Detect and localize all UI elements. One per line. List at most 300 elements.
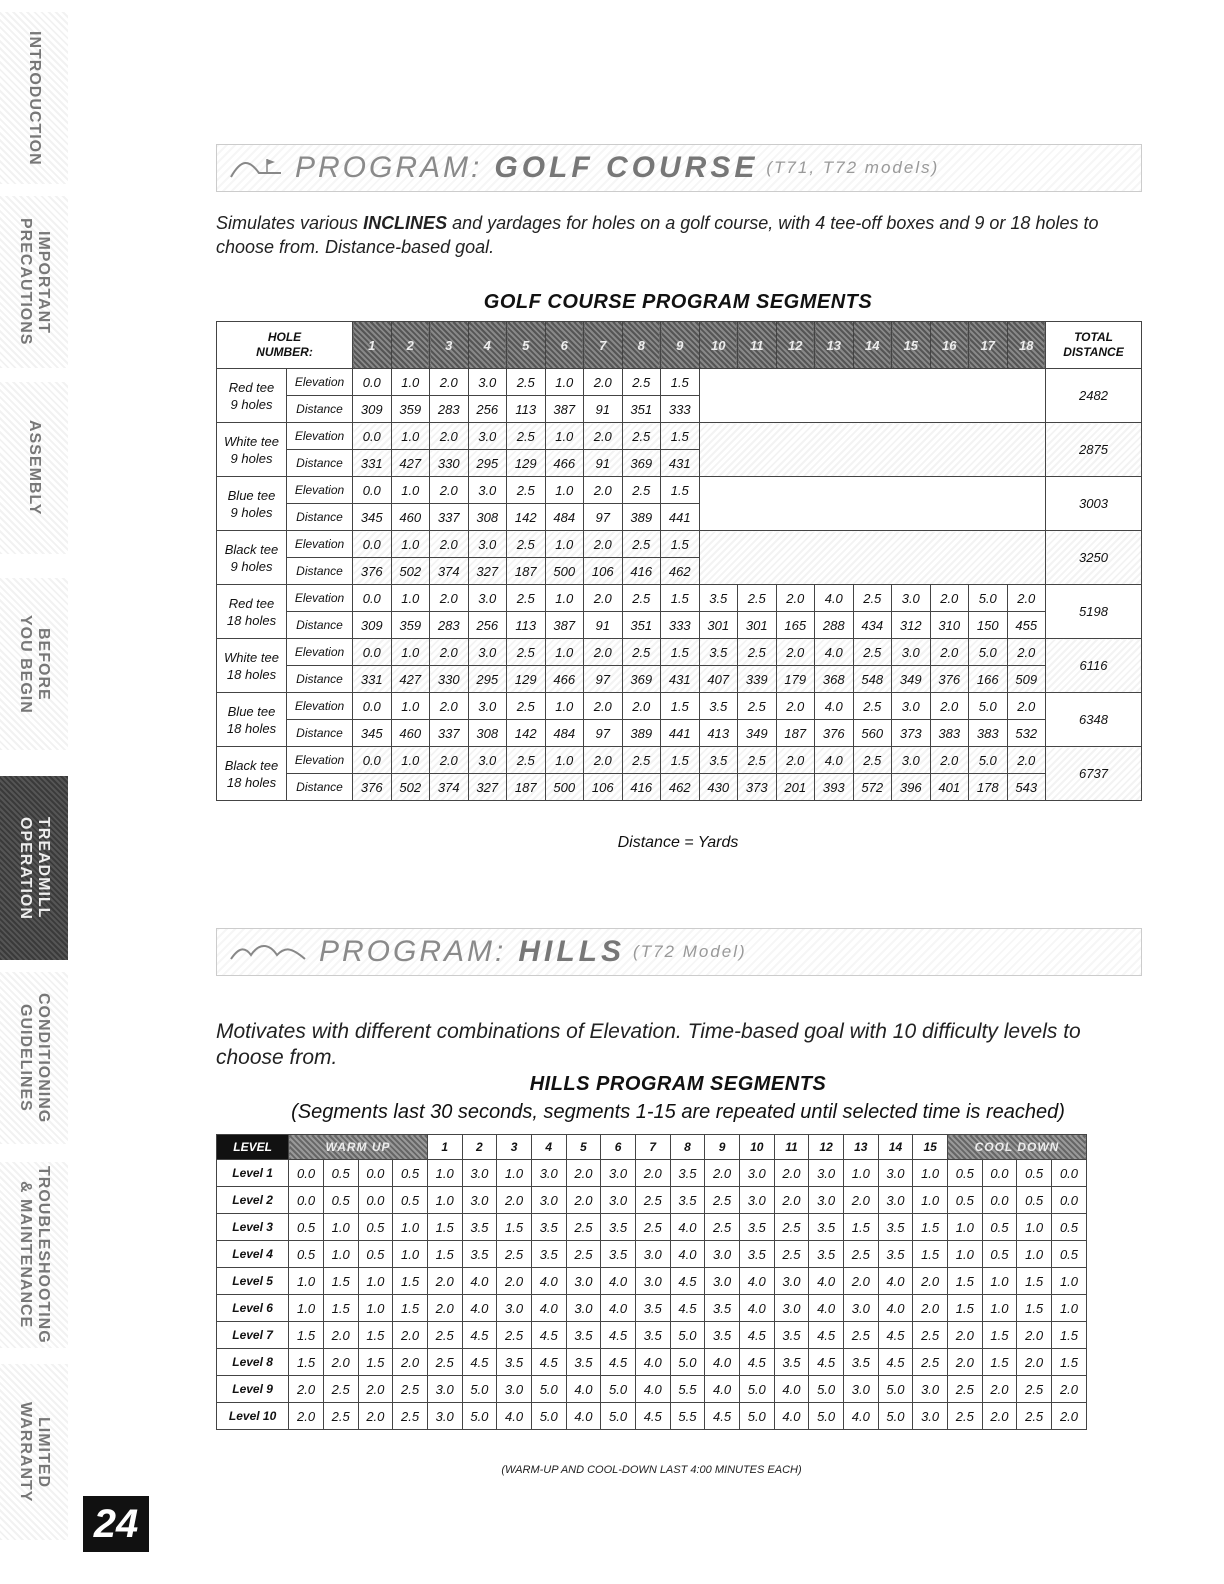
hole-number: 7 bbox=[584, 322, 623, 369]
golf-distance-row bbox=[217, 612, 1142, 639]
golf-elevation-value: 1.5 bbox=[661, 639, 700, 666]
golf-elevation-row bbox=[217, 747, 1142, 774]
golf-distance-value: 345 bbox=[353, 720, 392, 747]
golf-elevation-row bbox=[217, 369, 1142, 396]
golf-elevation-value: 2.0 bbox=[584, 369, 623, 396]
elevation-label: Elevation bbox=[287, 477, 353, 504]
golf-intro-bold: INCLINES bbox=[363, 213, 448, 233]
elevation-value: 0.5 bbox=[1051, 1241, 1086, 1268]
elevation-value: 1.5 bbox=[427, 1214, 462, 1241]
golf-distance-value: 310 bbox=[930, 612, 969, 639]
hole-number: 14 bbox=[853, 322, 892, 369]
elevation-value: 0.5 bbox=[289, 1214, 324, 1241]
hole-number: 2 bbox=[391, 322, 430, 369]
golf-elevation-value: 0.0 bbox=[353, 585, 392, 612]
elevation-value: 3.5 bbox=[705, 1295, 740, 1322]
golf-distance-value: 431 bbox=[661, 450, 700, 477]
elevation-value: 3.5 bbox=[566, 1349, 601, 1376]
segment-number: 5 bbox=[566, 1135, 601, 1160]
golf-elevation-value: 0.0 bbox=[353, 369, 392, 396]
elevation-value: 2.5 bbox=[774, 1214, 809, 1241]
hills-footnote: (WARM-UP AND COOL-DOWN LAST 4:00 MINUTES EACH) bbox=[501, 1464, 802, 1476]
hole-number: 15 bbox=[892, 322, 931, 369]
golf-elevation-row bbox=[217, 477, 1142, 504]
elevation-value: 4.0 bbox=[878, 1268, 913, 1295]
elevation-value: 1.0 bbox=[1051, 1295, 1086, 1322]
side-tab-introduction[interactable] bbox=[0, 12, 68, 184]
elevation-value: 0.5 bbox=[947, 1187, 982, 1214]
golf-distance-value: 301 bbox=[699, 612, 738, 639]
elevation-value: 3.0 bbox=[427, 1376, 462, 1403]
golf-banner-prefix: PROGRAM: bbox=[295, 151, 483, 184]
golf-distance-value: 201 bbox=[776, 774, 815, 801]
elevation-value: 4.5 bbox=[531, 1322, 566, 1349]
elevation-value: 3.0 bbox=[774, 1268, 809, 1295]
elevation-value: 3.0 bbox=[809, 1160, 844, 1187]
golf-distance-value: 91 bbox=[584, 612, 623, 639]
elevation-value: 5.0 bbox=[462, 1403, 497, 1430]
distance-label: Distance bbox=[287, 612, 353, 639]
hole-number: 13 bbox=[815, 322, 854, 369]
golf-elevation-row bbox=[217, 693, 1142, 720]
elevation-value: 4.0 bbox=[705, 1349, 740, 1376]
elevation-value: 0.5 bbox=[323, 1160, 358, 1187]
elevation-value: 3.5 bbox=[809, 1241, 844, 1268]
golf-distance-value: 373 bbox=[738, 774, 777, 801]
elevation-value: 1.0 bbox=[358, 1268, 393, 1295]
golf-distance-value: 389 bbox=[622, 720, 661, 747]
golf-elevation-value: 1.0 bbox=[545, 639, 584, 666]
tee-holes: 18 holes bbox=[226, 666, 277, 682]
distance-label: Distance bbox=[287, 666, 353, 693]
elevation-value: 1.0 bbox=[843, 1160, 878, 1187]
golf-distance-value: 91 bbox=[584, 396, 623, 423]
golf-distance-value: 413 bbox=[699, 720, 738, 747]
segment-number: 1 bbox=[427, 1135, 462, 1160]
golf-intro bbox=[216, 211, 1146, 259]
elevation-value: 1.5 bbox=[913, 1241, 948, 1268]
level-name: Level 6 bbox=[217, 1295, 289, 1322]
distance-label: Distance bbox=[287, 396, 353, 423]
segment-number: 6 bbox=[601, 1135, 636, 1160]
golf-distance-value: 462 bbox=[661, 774, 700, 801]
elevation-value: 2.5 bbox=[843, 1322, 878, 1349]
elevation-value: 2.5 bbox=[323, 1376, 358, 1403]
elevation-value: 1.0 bbox=[913, 1160, 948, 1187]
elevation-value: 3.0 bbox=[635, 1268, 670, 1295]
elevation-value: 1.5 bbox=[358, 1349, 393, 1376]
elevation-value: 4.5 bbox=[809, 1322, 844, 1349]
elevation-value: 0.0 bbox=[358, 1187, 393, 1214]
golf-distance-value: 396 bbox=[892, 774, 931, 801]
elevation-value: 2.0 bbox=[635, 1160, 670, 1187]
golf-elevation-value: 2.5 bbox=[507, 477, 546, 504]
elevation-value: 5.0 bbox=[809, 1376, 844, 1403]
elevation-value: 2.0 bbox=[289, 1403, 324, 1430]
golf-distance-value: 166 bbox=[969, 666, 1008, 693]
elevation-value: 1.5 bbox=[947, 1295, 982, 1322]
hole-header-line: NUMBER: bbox=[256, 345, 313, 359]
elevation-value: 2.5 bbox=[947, 1403, 982, 1430]
elevation-value: 5.0 bbox=[670, 1349, 705, 1376]
elevation-value: 2.0 bbox=[1051, 1403, 1086, 1430]
golf-distance-value: 389 bbox=[622, 504, 661, 531]
elevation-value: 5.0 bbox=[878, 1376, 913, 1403]
tee-holes: 18 holes bbox=[226, 774, 277, 790]
elevation-value: 3.0 bbox=[739, 1187, 774, 1214]
elevation-value: 1.5 bbox=[1017, 1295, 1052, 1322]
elevation-value: 1.0 bbox=[497, 1160, 532, 1187]
side-tab-important-precautions[interactable] bbox=[0, 196, 68, 368]
golf-distance-value: 308 bbox=[468, 504, 507, 531]
elevation-value: 4.0 bbox=[739, 1268, 774, 1295]
golf-elevation-value: 4.0 bbox=[815, 747, 854, 774]
golf-elevation-value: 2.0 bbox=[430, 477, 469, 504]
golf-elevation-value: 0.0 bbox=[353, 423, 392, 450]
elevation-value: 2.0 bbox=[843, 1187, 878, 1214]
level-name: Level 10 bbox=[217, 1403, 289, 1430]
side-tab-label: IMPORTANT PRECAUTIONS bbox=[17, 218, 52, 346]
golf-elevation-value: 3.0 bbox=[892, 693, 931, 720]
golf-distance-value: 179 bbox=[776, 666, 815, 693]
elevation-value: 2.0 bbox=[1051, 1376, 1086, 1403]
elevation-value: 5.0 bbox=[531, 1403, 566, 1430]
golf-elevation-value: 1.0 bbox=[391, 747, 430, 774]
golf-elevation-value: 1.0 bbox=[391, 531, 430, 558]
side-tab-label: ASSEMBLY bbox=[26, 420, 43, 516]
tee-name: Red tee bbox=[228, 379, 275, 395]
elevation-value: 2.0 bbox=[393, 1322, 428, 1349]
elevation-value: 3.0 bbox=[531, 1187, 566, 1214]
golf-distance-value: 331 bbox=[353, 450, 392, 477]
golf-elevation-value: 2.0 bbox=[1007, 747, 1046, 774]
elevation-value: 2.5 bbox=[427, 1322, 462, 1349]
golf-distance-value: 543 bbox=[1007, 774, 1046, 801]
elevation-value: 1.0 bbox=[947, 1241, 982, 1268]
distance-label: Distance bbox=[287, 504, 353, 531]
elevation-value: 1.0 bbox=[289, 1295, 324, 1322]
tee-label bbox=[217, 423, 287, 477]
golf-distance-value: 351 bbox=[622, 612, 661, 639]
elevation-value: 0.0 bbox=[1051, 1187, 1086, 1214]
elevation-value: 3.0 bbox=[601, 1187, 636, 1214]
golf-elevation-value: 1.0 bbox=[545, 531, 584, 558]
elevation-value: 2.0 bbox=[566, 1187, 601, 1214]
golf-elevation-value: 2.5 bbox=[622, 639, 661, 666]
elevation-value: 1.0 bbox=[1017, 1241, 1052, 1268]
golf-distance-value: 330 bbox=[430, 666, 469, 693]
elevation-value: 3.0 bbox=[913, 1376, 948, 1403]
elevation-value: 1.5 bbox=[982, 1322, 1017, 1349]
elevation-value: 3.5 bbox=[739, 1241, 774, 1268]
elevation-value: 4.5 bbox=[635, 1403, 670, 1430]
elevation-value: 3.5 bbox=[601, 1214, 636, 1241]
cool-down-header: COOL DOWN bbox=[947, 1135, 1086, 1160]
elevation-value: 4.5 bbox=[462, 1322, 497, 1349]
golf-distance-value: 376 bbox=[930, 666, 969, 693]
elevation-value: 2.0 bbox=[982, 1403, 1017, 1430]
golf-distance-value: 339 bbox=[738, 666, 777, 693]
elevation-value: 2.5 bbox=[393, 1403, 428, 1430]
tee-label bbox=[217, 369, 287, 423]
elevation-value: 4.0 bbox=[601, 1268, 636, 1295]
golf-elevation-value: 1.5 bbox=[661, 585, 700, 612]
side-tab-treadmill-operation[interactable] bbox=[0, 776, 68, 960]
hills-intro: Motivates with different combinations of Elevation. Time-based goal with 10 difficulty levels to choose from. bbox=[216, 1020, 1081, 1069]
elevation-value: 0.5 bbox=[393, 1187, 428, 1214]
golf-elevation-value: 3.0 bbox=[468, 531, 507, 558]
golf-distance-value: 376 bbox=[353, 558, 392, 585]
tee-label bbox=[217, 639, 287, 693]
golf-distance-value: 462 bbox=[661, 558, 700, 585]
elevation-value: 4.0 bbox=[670, 1241, 705, 1268]
golf-elevation-value: 2.0 bbox=[776, 639, 815, 666]
elevation-value: 3.5 bbox=[809, 1214, 844, 1241]
elevation-label: Elevation bbox=[287, 531, 353, 558]
golf-distance-value: 142 bbox=[507, 720, 546, 747]
golf-elevation-value: 2.0 bbox=[930, 693, 969, 720]
golf-distance-row bbox=[217, 666, 1142, 693]
golf-distance-value: 401 bbox=[930, 774, 969, 801]
golf-elevation-value: 2.0 bbox=[430, 423, 469, 450]
elevation-value: 2.0 bbox=[1017, 1322, 1052, 1349]
golf-elevation-row bbox=[217, 639, 1142, 666]
elevation-value: 0.5 bbox=[1017, 1160, 1052, 1187]
hole-number: 11 bbox=[738, 322, 777, 369]
golf-distance-value: 376 bbox=[815, 720, 854, 747]
elevation-value: 4.0 bbox=[497, 1403, 532, 1430]
golf-distance-value: 187 bbox=[507, 558, 546, 585]
golf-elevation-value: 1.0 bbox=[391, 423, 430, 450]
golf-distance-value: 460 bbox=[391, 504, 430, 531]
elevation-value: 1.0 bbox=[323, 1241, 358, 1268]
golf-distance-value: 502 bbox=[391, 774, 430, 801]
elevation-value: 5.0 bbox=[739, 1403, 774, 1430]
elevation-value: 1.5 bbox=[289, 1349, 324, 1376]
golf-elevation-value: 1.0 bbox=[545, 423, 584, 450]
golf-elevation-value: 2.5 bbox=[853, 693, 892, 720]
elevation-value: 4.5 bbox=[601, 1349, 636, 1376]
elevation-value: 2.0 bbox=[947, 1322, 982, 1349]
golf-distance-value: 359 bbox=[391, 396, 430, 423]
elevation-value: 1.0 bbox=[982, 1268, 1017, 1295]
elevation-value: 3.5 bbox=[462, 1241, 497, 1268]
elevation-value: 2.0 bbox=[427, 1268, 462, 1295]
golf-elevation-value: 2.5 bbox=[622, 477, 661, 504]
elevation-label: Elevation bbox=[287, 423, 353, 450]
golf-banner-models: (T71, T72 models) bbox=[766, 158, 940, 177]
hills-level-row bbox=[217, 1268, 1087, 1295]
hills-banner-prefix: PROGRAM: bbox=[319, 935, 507, 968]
elevation-value: 2.0 bbox=[497, 1268, 532, 1295]
golf-distance-value: 309 bbox=[353, 396, 392, 423]
hills-level-row bbox=[217, 1403, 1087, 1430]
side-tab-limited-warranty[interactable] bbox=[0, 1364, 68, 1540]
elevation-value: 1.0 bbox=[1051, 1268, 1086, 1295]
golf-elevation-value: 3.0 bbox=[468, 693, 507, 720]
hole-number-header bbox=[217, 322, 353, 369]
elevation-value: 1.0 bbox=[427, 1187, 462, 1214]
golf-elevation-value: 3.5 bbox=[699, 585, 738, 612]
elevation-value: 2.0 bbox=[358, 1403, 393, 1430]
golf-intro-text: and yardages for holes on a golf course, with 4 tee-off boxes and 9 or 18 holes to choose from. Distance-based goal. bbox=[216, 213, 1099, 257]
hills-banner-name: HILLS bbox=[518, 935, 626, 968]
elevation-value: 3.0 bbox=[601, 1160, 636, 1187]
golf-distance-value: 500 bbox=[545, 558, 584, 585]
golf-distance-value: 142 bbox=[507, 504, 546, 531]
golf-elevation-value: 2.5 bbox=[738, 747, 777, 774]
hole-number: 4 bbox=[468, 322, 507, 369]
side-tab-conditioning-guidelines[interactable] bbox=[0, 972, 68, 1144]
golf-elevation-value: 2.0 bbox=[1007, 585, 1046, 612]
golf-distance-value: 383 bbox=[930, 720, 969, 747]
golf-elevation-value: 2.5 bbox=[853, 585, 892, 612]
elevation-value: 0.5 bbox=[358, 1241, 393, 1268]
elevation-value: 3.0 bbox=[462, 1160, 497, 1187]
level-name: Level 3 bbox=[217, 1214, 289, 1241]
golf-elevation-value: 3.5 bbox=[699, 693, 738, 720]
tee-holes: 9 holes bbox=[230, 396, 273, 412]
golf-elevation-value: 2.0 bbox=[584, 693, 623, 720]
elevation-value: 3.0 bbox=[705, 1268, 740, 1295]
golf-distance-value: 106 bbox=[584, 774, 623, 801]
golf-elevation-value: 2.0 bbox=[584, 477, 623, 504]
golf-distance-value: 165 bbox=[776, 612, 815, 639]
hills-level-row bbox=[217, 1349, 1087, 1376]
golf-elevation-value: 2.0 bbox=[584, 585, 623, 612]
elevation-value: 3.0 bbox=[878, 1187, 913, 1214]
total-distance-header bbox=[1046, 322, 1142, 369]
elevation-value: 2.0 bbox=[323, 1322, 358, 1349]
elevation-value: 0.0 bbox=[1051, 1160, 1086, 1187]
tee-name: Red tee bbox=[228, 595, 275, 611]
elevation-value: 3.0 bbox=[566, 1268, 601, 1295]
golf-banner-name: GOLF COURSE bbox=[494, 151, 759, 184]
golf-elevation-value: 2.0 bbox=[430, 639, 469, 666]
hills-header-row bbox=[217, 1135, 1087, 1160]
hole-number: 17 bbox=[969, 322, 1008, 369]
elevation-value: 1.5 bbox=[289, 1322, 324, 1349]
elevation-value: 4.0 bbox=[878, 1295, 913, 1322]
golf-distance-value: 129 bbox=[507, 450, 546, 477]
golf-elevation-value: 0.0 bbox=[353, 531, 392, 558]
elevation-value: 0.5 bbox=[323, 1187, 358, 1214]
elevation-value: 4.0 bbox=[462, 1295, 497, 1322]
elevation-value: 3.0 bbox=[843, 1376, 878, 1403]
elevation-value: 0.0 bbox=[289, 1160, 324, 1187]
elevation-value: 4.0 bbox=[566, 1403, 601, 1430]
elevation-label: Elevation bbox=[287, 585, 353, 612]
elevation-value: 4.5 bbox=[670, 1268, 705, 1295]
distance-label: Distance bbox=[287, 774, 353, 801]
elevation-value: 5.0 bbox=[601, 1376, 636, 1403]
golf-distance-value: 466 bbox=[545, 666, 584, 693]
golf-distance-value: 351 bbox=[622, 396, 661, 423]
side-tab-before-you-begin[interactable] bbox=[0, 578, 68, 750]
golf-elevation-value: 3.0 bbox=[468, 369, 507, 396]
golf-elevation-value: 3.5 bbox=[699, 639, 738, 666]
elevation-value: 2.5 bbox=[774, 1241, 809, 1268]
golf-distance-value: 416 bbox=[622, 558, 661, 585]
golf-distance-value: 548 bbox=[853, 666, 892, 693]
tee-holes: 18 holes bbox=[226, 612, 277, 628]
tee-name: Black tee bbox=[224, 757, 279, 773]
elevation-value: 5.0 bbox=[462, 1376, 497, 1403]
golf-distance-value: 502 bbox=[391, 558, 430, 585]
elevation-value: 2.5 bbox=[843, 1241, 878, 1268]
golf-table-title: GOLF COURSE PROGRAM SEGMENTS bbox=[483, 291, 873, 313]
hole-number: 3 bbox=[430, 322, 469, 369]
elevation-value: 5.0 bbox=[601, 1403, 636, 1430]
elevation-value: 1.0 bbox=[427, 1160, 462, 1187]
golf-distance-value: 288 bbox=[815, 612, 854, 639]
tee-name: Blue tee bbox=[227, 487, 276, 503]
elevation-value: 3.0 bbox=[878, 1160, 913, 1187]
level-name: Level 7 bbox=[217, 1322, 289, 1349]
golf-distance-value: 500 bbox=[545, 774, 584, 801]
elevation-value: 3.0 bbox=[566, 1295, 601, 1322]
golf-elevation-value: 4.0 bbox=[815, 585, 854, 612]
side-tab-troubleshooting-maintenance[interactable] bbox=[0, 1162, 68, 1348]
elevation-value: 4.0 bbox=[462, 1268, 497, 1295]
level-name: Level 9 bbox=[217, 1376, 289, 1403]
side-tab-label: BEFORE YOU BEGIN bbox=[17, 614, 52, 714]
golf-distance-value: 376 bbox=[353, 774, 392, 801]
golf-elevation-value: 2.0 bbox=[1007, 639, 1046, 666]
hills-level-row bbox=[217, 1322, 1087, 1349]
elevation-value: 1.5 bbox=[1017, 1268, 1052, 1295]
side-tab-assembly[interactable] bbox=[0, 382, 68, 554]
tee-holes: 9 holes bbox=[230, 450, 273, 466]
golf-elevation-value: 2.0 bbox=[584, 639, 623, 666]
hole-number: 5 bbox=[507, 322, 546, 369]
elevation-value: 4.0 bbox=[670, 1214, 705, 1241]
elevation-value: 4.5 bbox=[531, 1349, 566, 1376]
golf-distance-value: 129 bbox=[507, 666, 546, 693]
elevation-value: 0.5 bbox=[1017, 1187, 1052, 1214]
hills-table-subtitle: (Segments last 30 seconds, segments 1-15 are repeated until selected time is reached) bbox=[291, 1101, 1065, 1123]
golf-distance-value: 106 bbox=[584, 558, 623, 585]
golf-distance-value: 113 bbox=[507, 396, 546, 423]
empty-holes-cell bbox=[699, 369, 1046, 423]
golf-distance-value: 301 bbox=[738, 612, 777, 639]
elevation-value: 2.0 bbox=[947, 1349, 982, 1376]
elevation-value: 5.0 bbox=[809, 1403, 844, 1430]
elevation-value: 4.5 bbox=[601, 1322, 636, 1349]
elevation-value: 2.5 bbox=[1017, 1376, 1052, 1403]
golf-elevation-value: 1.5 bbox=[661, 747, 700, 774]
golf-elevation-value: 3.0 bbox=[468, 747, 507, 774]
golf-distance-value: 327 bbox=[468, 558, 507, 585]
golf-distance-value: 187 bbox=[776, 720, 815, 747]
elevation-value: 4.0 bbox=[705, 1376, 740, 1403]
golf-segments-table bbox=[216, 321, 1142, 801]
segment-number: 2 bbox=[462, 1135, 497, 1160]
golf-elevation-value: 2.5 bbox=[738, 693, 777, 720]
side-tabs bbox=[0, 0, 70, 1584]
golf-elevation-value: 0.0 bbox=[353, 747, 392, 774]
golf-distance-value: 369 bbox=[622, 450, 661, 477]
golf-distance-value: 393 bbox=[815, 774, 854, 801]
elevation-label: Elevation bbox=[287, 693, 353, 720]
golf-elevation-value: 2.5 bbox=[622, 369, 661, 396]
golf-elevation-value: 2.5 bbox=[738, 585, 777, 612]
elevation-value: 4.5 bbox=[878, 1349, 913, 1376]
elevation-value: 0.0 bbox=[982, 1187, 1017, 1214]
elevation-value: 2.5 bbox=[566, 1214, 601, 1241]
elevation-value: 0.5 bbox=[947, 1160, 982, 1187]
golf-header-row bbox=[217, 322, 1142, 369]
